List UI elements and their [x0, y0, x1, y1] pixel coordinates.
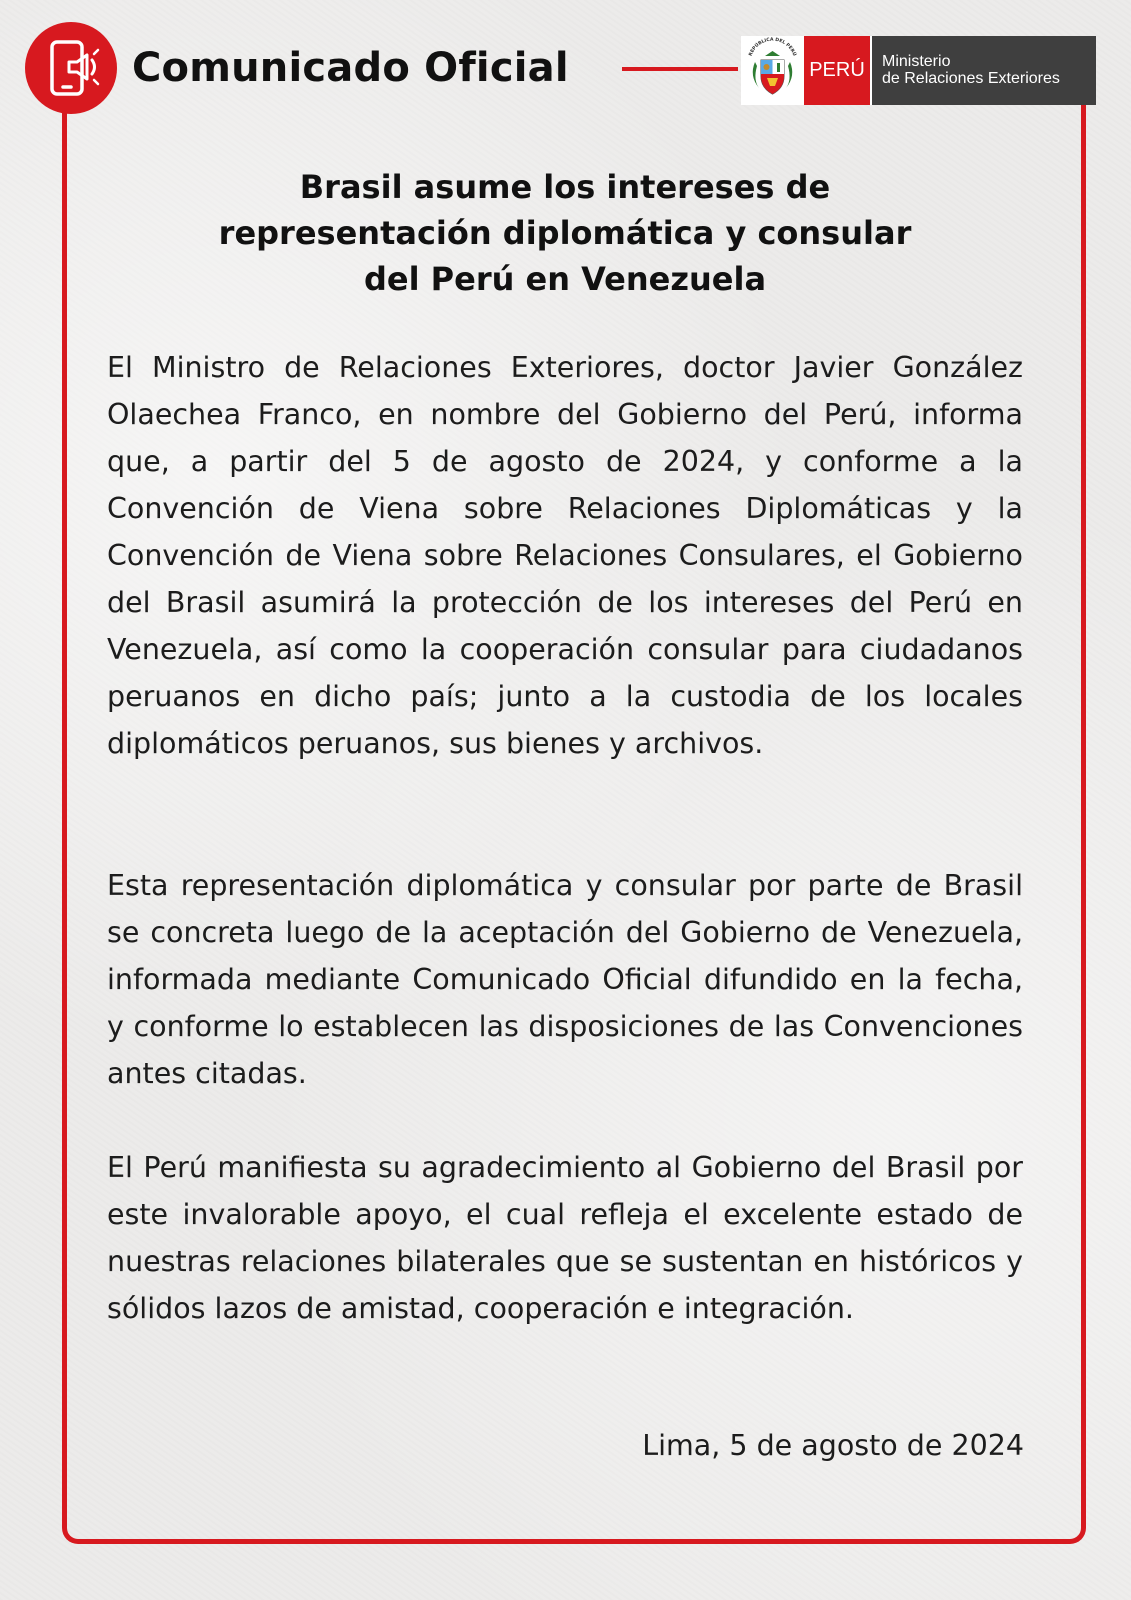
shield-panel — [741, 36, 804, 105]
paragraph-3: El Perú manifiesta su agradecimiento al Gobierno del Brasil por este invalorable apoyo, el cual refleja el excelente estado de nuestras relaciones bilaterales que se sustentan en históricos y sólidos lazos de amistad, cooperación e integración. — [107, 1151, 1023, 1325]
peru-label: PERÚ — [804, 36, 872, 105]
announcement-badge — [25, 22, 117, 114]
date-signature: Lima, 5 de agosto de 2024 — [642, 1429, 1024, 1462]
headline-line-3: del Perú en Venezuela — [363, 260, 767, 298]
ministry-name — [872, 36, 1096, 105]
headline-line-2: representación diplomática y consular — [218, 214, 912, 252]
paragraph-2: Esta representación diplomática y consular por parte de Brasil se concreta luego de la aceptación del Gobierno de Venezuela, informada mediante Comunicado Oficial difundido en la fecha, y conforme lo establecen las disposiciones de las Convenciones antes citadas. — [107, 869, 1023, 1090]
ministry-line-1: Ministerio — [882, 53, 951, 70]
document-headline — [105, 164, 1025, 302]
ministry-line-2: de Relaciones Exteriores — [882, 70, 1060, 87]
page-title: Comunicado Oficial — [132, 45, 569, 91]
peru-coat-of-arms-icon — [741, 36, 804, 105]
header-rule — [622, 67, 738, 71]
headline-line-1: Brasil asume los intereses de — [299, 168, 831, 206]
ministry-logo — [741, 36, 1096, 105]
phone-megaphone-icon — [25, 22, 117, 114]
paragraph-1: El Ministro de Relaciones Exteriores, doctor Javier González Olaechea Franco, en nombre del Gobierno del Perú, informa que, a partir del 5 de agosto de 2024, y conforme a la Convención de Viena sobre Relaciones Diplomáticas y la Convención de Viena sobre Relaciones Consulares, el Gobierno del Brasil asumirá la protección de los intereses del Perú en Venezuela, así como la cooperación consular para ciudadanos peruanos en dicho país; junto a la custodia de los locales diplomáticos peruanos, sus bienes y archivos. — [107, 351, 1023, 760]
svg-text:REPÚBLICA DEL PERÚ: REPÚBLICA DEL PERÚ — [748, 37, 797, 58]
